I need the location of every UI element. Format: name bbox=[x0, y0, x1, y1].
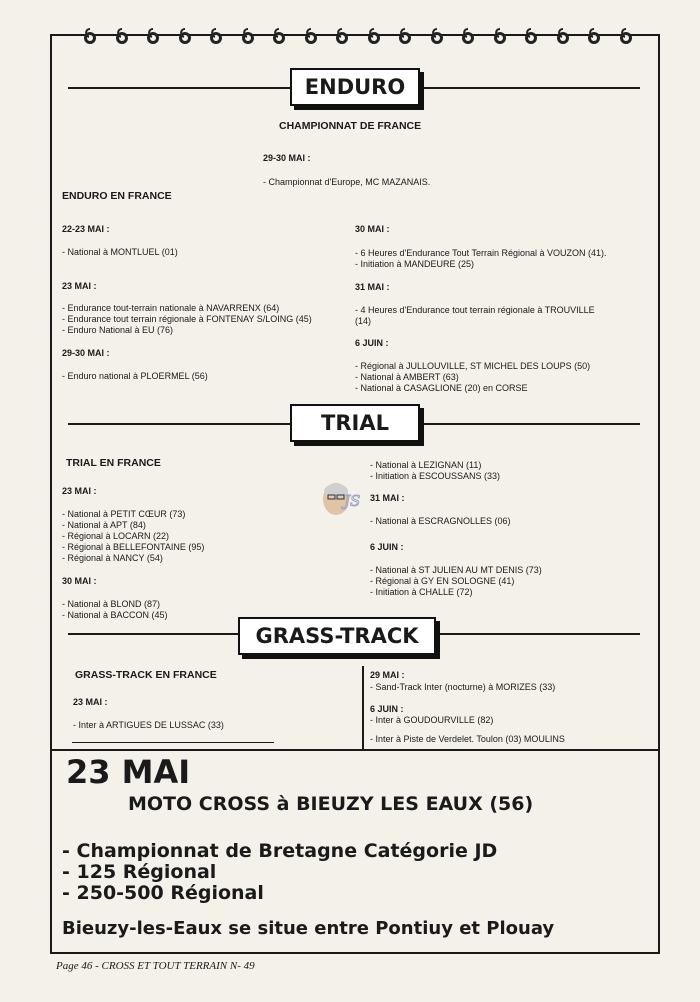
binding-ring bbox=[271, 27, 287, 45]
binding-ring bbox=[618, 27, 634, 45]
trial-item: - National à BLOND (87) bbox=[62, 599, 161, 609]
enduro-item: - Initiation à MANDEURE (25) bbox=[355, 259, 475, 269]
grass-date: 6 JUIN : bbox=[370, 704, 404, 714]
enduro-date: 22-23 MAI : bbox=[62, 224, 110, 234]
trial-item: - National à BACCON (45) bbox=[62, 610, 168, 620]
grass-item: - Inter à ARTIGUES DE LUSSAC (33) bbox=[73, 720, 224, 730]
enduro-date: 6 JUIN : bbox=[355, 338, 389, 348]
binding-ring bbox=[82, 27, 98, 45]
grass-rule-right bbox=[436, 633, 640, 635]
binding-ring bbox=[586, 27, 602, 45]
grass-heading: GRASS-TRACK EN FRANCE bbox=[75, 669, 217, 681]
trial-rule-right bbox=[420, 423, 640, 425]
binding-ring bbox=[145, 27, 161, 45]
enduro-heading: ENDURO EN FRANCE bbox=[62, 190, 172, 202]
trial-item: - National à ST JULIEN AU MT DENIS (73) bbox=[370, 565, 542, 575]
enduro-item: - Endurance tout-terrain nationale à NAVARRENX (64) bbox=[62, 303, 280, 313]
binding-ring bbox=[429, 27, 445, 45]
binding-ring bbox=[460, 27, 476, 45]
enduro-item: - Enduro national à PLOERMEL (56) bbox=[62, 371, 208, 381]
enduro-item: - Enduro National à EU (76) bbox=[62, 325, 174, 335]
ad-item: - 125 Régional bbox=[62, 861, 217, 883]
enduro-item: - National à CASAGLIONE (20) en CORSE bbox=[355, 383, 528, 393]
enduro-rule-right bbox=[420, 87, 640, 89]
page-footer: Page 46 - CROSS ET TOUT TERRAIN N- 49 bbox=[56, 960, 255, 972]
binding-ring bbox=[397, 27, 413, 45]
trial-item: - Initiation à CHALLE (72) bbox=[370, 587, 473, 597]
grass-item: - Inter à GOUDOURVILLE (82) bbox=[370, 715, 494, 725]
ad-note: Bieuzy-les-Eaux se situe entre Pontiuy et Plouay bbox=[62, 918, 555, 939]
ad-top-rule bbox=[50, 749, 658, 751]
trial-item: - National à LEZIGNAN (11) bbox=[370, 460, 482, 470]
trial-item: - Régional à NANCY (54) bbox=[62, 553, 163, 563]
binding-ring bbox=[114, 27, 130, 45]
enduro-item: - Régional à JULLOUVILLE, ST MICHEL DES LOUPS (50) bbox=[355, 361, 591, 371]
grass-item: - Inter à Piste de Verdelet. Toulon (03) MOULINS bbox=[370, 734, 565, 744]
binding-ring bbox=[523, 27, 539, 45]
enduro-date: 31 MAI : bbox=[355, 282, 390, 292]
enduro-item: - 6 Heures d'Endurance Tout Terrain Régional à VOUZON (41). bbox=[355, 248, 607, 258]
enduro-item: - 4 Heures d'Endurance tout terrain régionale à TROUVILLE bbox=[355, 305, 595, 315]
trial-rule-left bbox=[68, 423, 290, 425]
enduro-rule-left bbox=[68, 87, 290, 89]
grass-date: 29 MAI : bbox=[370, 670, 405, 680]
binding-ring bbox=[240, 27, 256, 45]
trial-date: 30 MAI : bbox=[62, 576, 97, 586]
trial-item: - Régional à GY EN SOLOGNE (41) bbox=[370, 576, 515, 586]
ad-divider-rule bbox=[362, 666, 364, 749]
binding-ring bbox=[334, 27, 350, 45]
europe-item: - Championnat d'Europe, MC MAZANAIS. bbox=[263, 177, 431, 187]
europe-date: 29-30 MAI : bbox=[263, 153, 311, 163]
trial-date: 31 MAI : bbox=[370, 493, 405, 503]
trial-item: - National à APT (84) bbox=[62, 520, 146, 530]
grass-date: 23 MAI : bbox=[73, 697, 108, 707]
binding-ring bbox=[177, 27, 193, 45]
trial-heading: TRIAL EN FRANCE bbox=[66, 457, 161, 469]
binding-ring bbox=[492, 27, 508, 45]
enduro-date: 29-30 MAI : bbox=[62, 348, 110, 358]
grass-bottom-rule bbox=[72, 742, 274, 743]
binding-ring bbox=[303, 27, 319, 45]
stamp-monogram: JS bbox=[344, 492, 360, 510]
ad-item: - Championnat de Bretagne Catégorie JD bbox=[62, 840, 498, 862]
grass-rule-left bbox=[68, 633, 238, 635]
enduro-item: - Endurance tout terrain régionale à FONTENAY S/LOING (45) bbox=[62, 314, 312, 324]
trial-item: - Régional à LOCARN (22) bbox=[62, 531, 170, 541]
grass-title: GRASS-TRACK bbox=[238, 617, 436, 655]
championnat-subtitle: CHAMPIONNAT DE FRANCE bbox=[279, 120, 422, 132]
watermark-stamp bbox=[320, 478, 360, 520]
enduro-item: - National à AMBERT (63) bbox=[355, 372, 459, 382]
enduro-item: (14) bbox=[355, 316, 372, 326]
trial-item: - Régional à BELLEFONTAINE (95) bbox=[62, 542, 205, 552]
enduro-item: - National à MONTLUEL (01) bbox=[62, 247, 178, 257]
enduro-date: 23 MAI : bbox=[62, 281, 97, 291]
enduro-date: 30 MAI : bbox=[355, 224, 390, 234]
ad-item: - 250-500 Régional bbox=[62, 882, 264, 904]
trial-date: 23 MAI : bbox=[62, 486, 97, 496]
enduro-title: ENDURO bbox=[290, 68, 420, 106]
ad-date: 23 MAI bbox=[66, 753, 191, 791]
trial-item: - Initiation à ESCOUSSANS (33) bbox=[370, 471, 501, 481]
trial-item: - National à ESCRAGNOLLES (06) bbox=[370, 516, 511, 526]
trial-date: 6 JUIN : bbox=[370, 542, 404, 552]
ad-event: MOTO CROSS à BIEUZY LES EAUX (56) bbox=[128, 793, 534, 815]
trial-item: - National à PETIT CŒUR (73) bbox=[62, 509, 186, 519]
binding-ring bbox=[555, 27, 571, 45]
binding-ring bbox=[208, 27, 224, 45]
trial-title: TRIAL bbox=[290, 404, 420, 442]
binding-ring bbox=[366, 27, 382, 45]
grass-item: - Sand-Track Inter (nocturne) à MORIZES (33) bbox=[370, 682, 556, 692]
